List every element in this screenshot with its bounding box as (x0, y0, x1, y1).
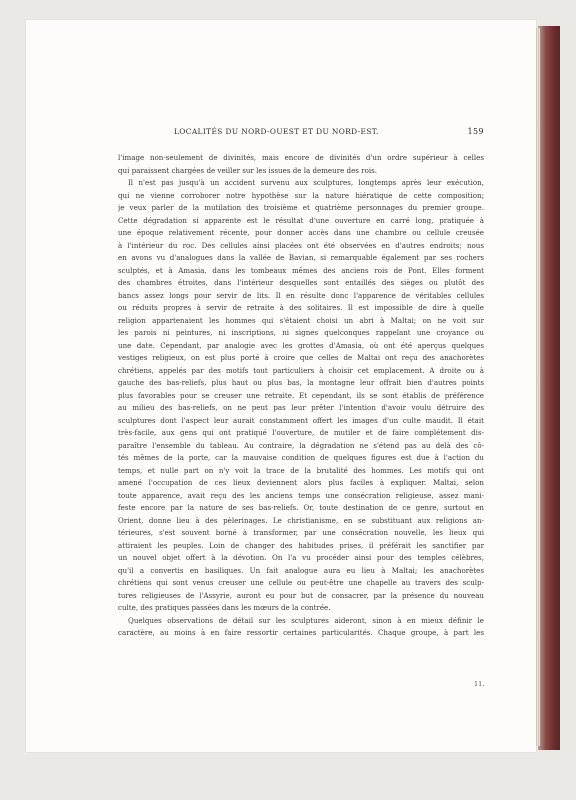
text-line: sculptés, et à Amasia, dans les tombeaux mêmes des anciens rois de Pont. Elles forment (118, 265, 484, 275)
text-line: feste encore par la nature de ses bas-reliefs. Or, toute destination de ce genre, surtout en (118, 503, 484, 512)
text-line: culte, des pratiques passées dans les mœurs de la contrée. (118, 603, 331, 612)
text-line: très-facile, aux gens qui ont pratiqué l'ouverture, de mutiler et de faire complétement dis- (118, 428, 484, 437)
text-line: au milieu des bas-reliefs, on ne peut pas leur prêter l'intention d'avoir voulu détruire des (118, 403, 484, 412)
text-line: bancs assez longs pour servir de lits. Il en résulte donc l'apparence de véritables cellules (118, 290, 484, 300)
text-line: les parois ni peintures, ni inscriptions, ni signes quelconques rappelant une croyance ou (118, 328, 484, 337)
body-text (118, 152, 484, 640)
running-head-title: LOCALITÉS DU NORD-OUEST ET DU NORD-EST. (174, 127, 379, 136)
text-line: des chambres étroites, dans l'intérieur desquelles sont entaillés des sièges ou plutôt des (118, 278, 484, 287)
text-line: Orient, donne lieu à des pèlerinages. Le christianisme, en se substituant aux religions an- (118, 515, 484, 525)
text-line: religion appartenaient les hommes qui s'étaient choisi un abri à Maltai; on ne voit sur (118, 315, 484, 325)
text-line: une date. Cependant, par analogie avec les grottes d'Amasia, où ont été aperçus quelques (118, 340, 484, 350)
text-line: paraître l'ensemble du tableau. Au contraire, la dégradation ne s'étend pas au delà des cô- (118, 440, 484, 450)
text-line: sculptures dont l'aspect leur aurait constamment offert les images d'un culte maudit. Il était (118, 415, 484, 425)
text-line: un nouvel objet offert à la dévotion. On l'a vu procéder ainsi pour des temples célèbres, (118, 553, 484, 562)
signature-mark: 11. (474, 680, 485, 688)
page-number: 159 (467, 127, 484, 136)
text-line: en avons vu d'analogues dans la vallée de Bavian, si remarquable également par ses rochers (118, 253, 484, 262)
text-line: qui ne vienne corroborer notre hypothèse sur la nature hiératique de cette composition; (118, 190, 484, 200)
book-spine (538, 26, 560, 750)
running-head (118, 127, 490, 139)
text-line: amené l'occupation de ces lieux deviennent alors plus faciles à expliquer. Maltai, selon (118, 478, 484, 487)
text-line: attiraient les peuples. Loin de changer des habitudes prises, il préférait les sanctifier par (118, 540, 484, 550)
text-line: térieures, s'est souvent borné à transformer, par une consécration nouvelle, les lieux qui (118, 528, 484, 537)
text-line: chrétiens qui sont venus creuser une cellule ou peut-être une chapelle au travers des sculp- (118, 578, 484, 587)
text-line: caractère, au moins à en faire ressortir certaines particularités. Chaque groupe, à part les (118, 628, 484, 637)
text-line: je veux parler de la mutilation des troisième et quatrième personnages du premier groupe. (118, 203, 484, 212)
text-line: plus favorables pour se creuser une retraite. Et cependant, ils se sont établis de préférence (118, 390, 484, 400)
text-line: l'image non-seulement de divinités, mais encore de divinités d'un ordre supérieur à celles (118, 153, 484, 162)
text-line: qui paraissent chargées de veiller sur les issues de la demeure des rois. (118, 165, 378, 175)
text-line: Cette dégradation si apparente est le résultat d'une ouverture en carré long, pratiquée à (118, 215, 484, 225)
text-line: une époque relativement récente, pour donner accès dans une chambre ou cellule creusée (118, 228, 484, 237)
text-line: chrétiens, appelés par des motifs tout particuliers à choisir cet emplacement. A droite ou à (118, 365, 484, 375)
text-line: qu'il a convertis en basiliques. Un fait analogue aura eu lieu à Maltai; les anachorètes (118, 565, 484, 575)
text-line: vestiges religieux, on est plus porté à croire que celles de Maltai ont reçu des anachorètes (118, 353, 484, 362)
text-line: Il n'est pas jusqu'à un accident survenu aux sculptures, longtemps après leur exécution, (128, 178, 484, 187)
text-line: Quelques observations de détail sur les sculptures aideront, sinon à en mieux définir le (128, 615, 484, 625)
text-line: à l'intérieur du roc. Des cellules ainsi placées ont été observées en d'autres endroits; nous (118, 240, 484, 250)
text-line: gauche des bas-reliefs, plus haut ou plus bas, la montagne leur offrait bien d'autres points (118, 378, 484, 387)
text-line: tés mêmes de la porte, car la mauvaise condition de quelques figures est due à l'action du (118, 453, 484, 462)
text-line: temps, et nulle part on n'y voit la trace de la brutalité des hommes. Les motifs qui ont (118, 465, 484, 475)
text-line: ou réduits propres à servir de retraite à des solitaires. Il est impossible de dire à quelle (118, 303, 484, 312)
text-line: toute apparence, avait reçu des les anciens temps une consécration religieuse, assez mani- (118, 490, 484, 500)
text-line: tures religieuses de l'Assyrie, auront eu pour but de consacrer, par la présence du nouveau (118, 590, 484, 600)
